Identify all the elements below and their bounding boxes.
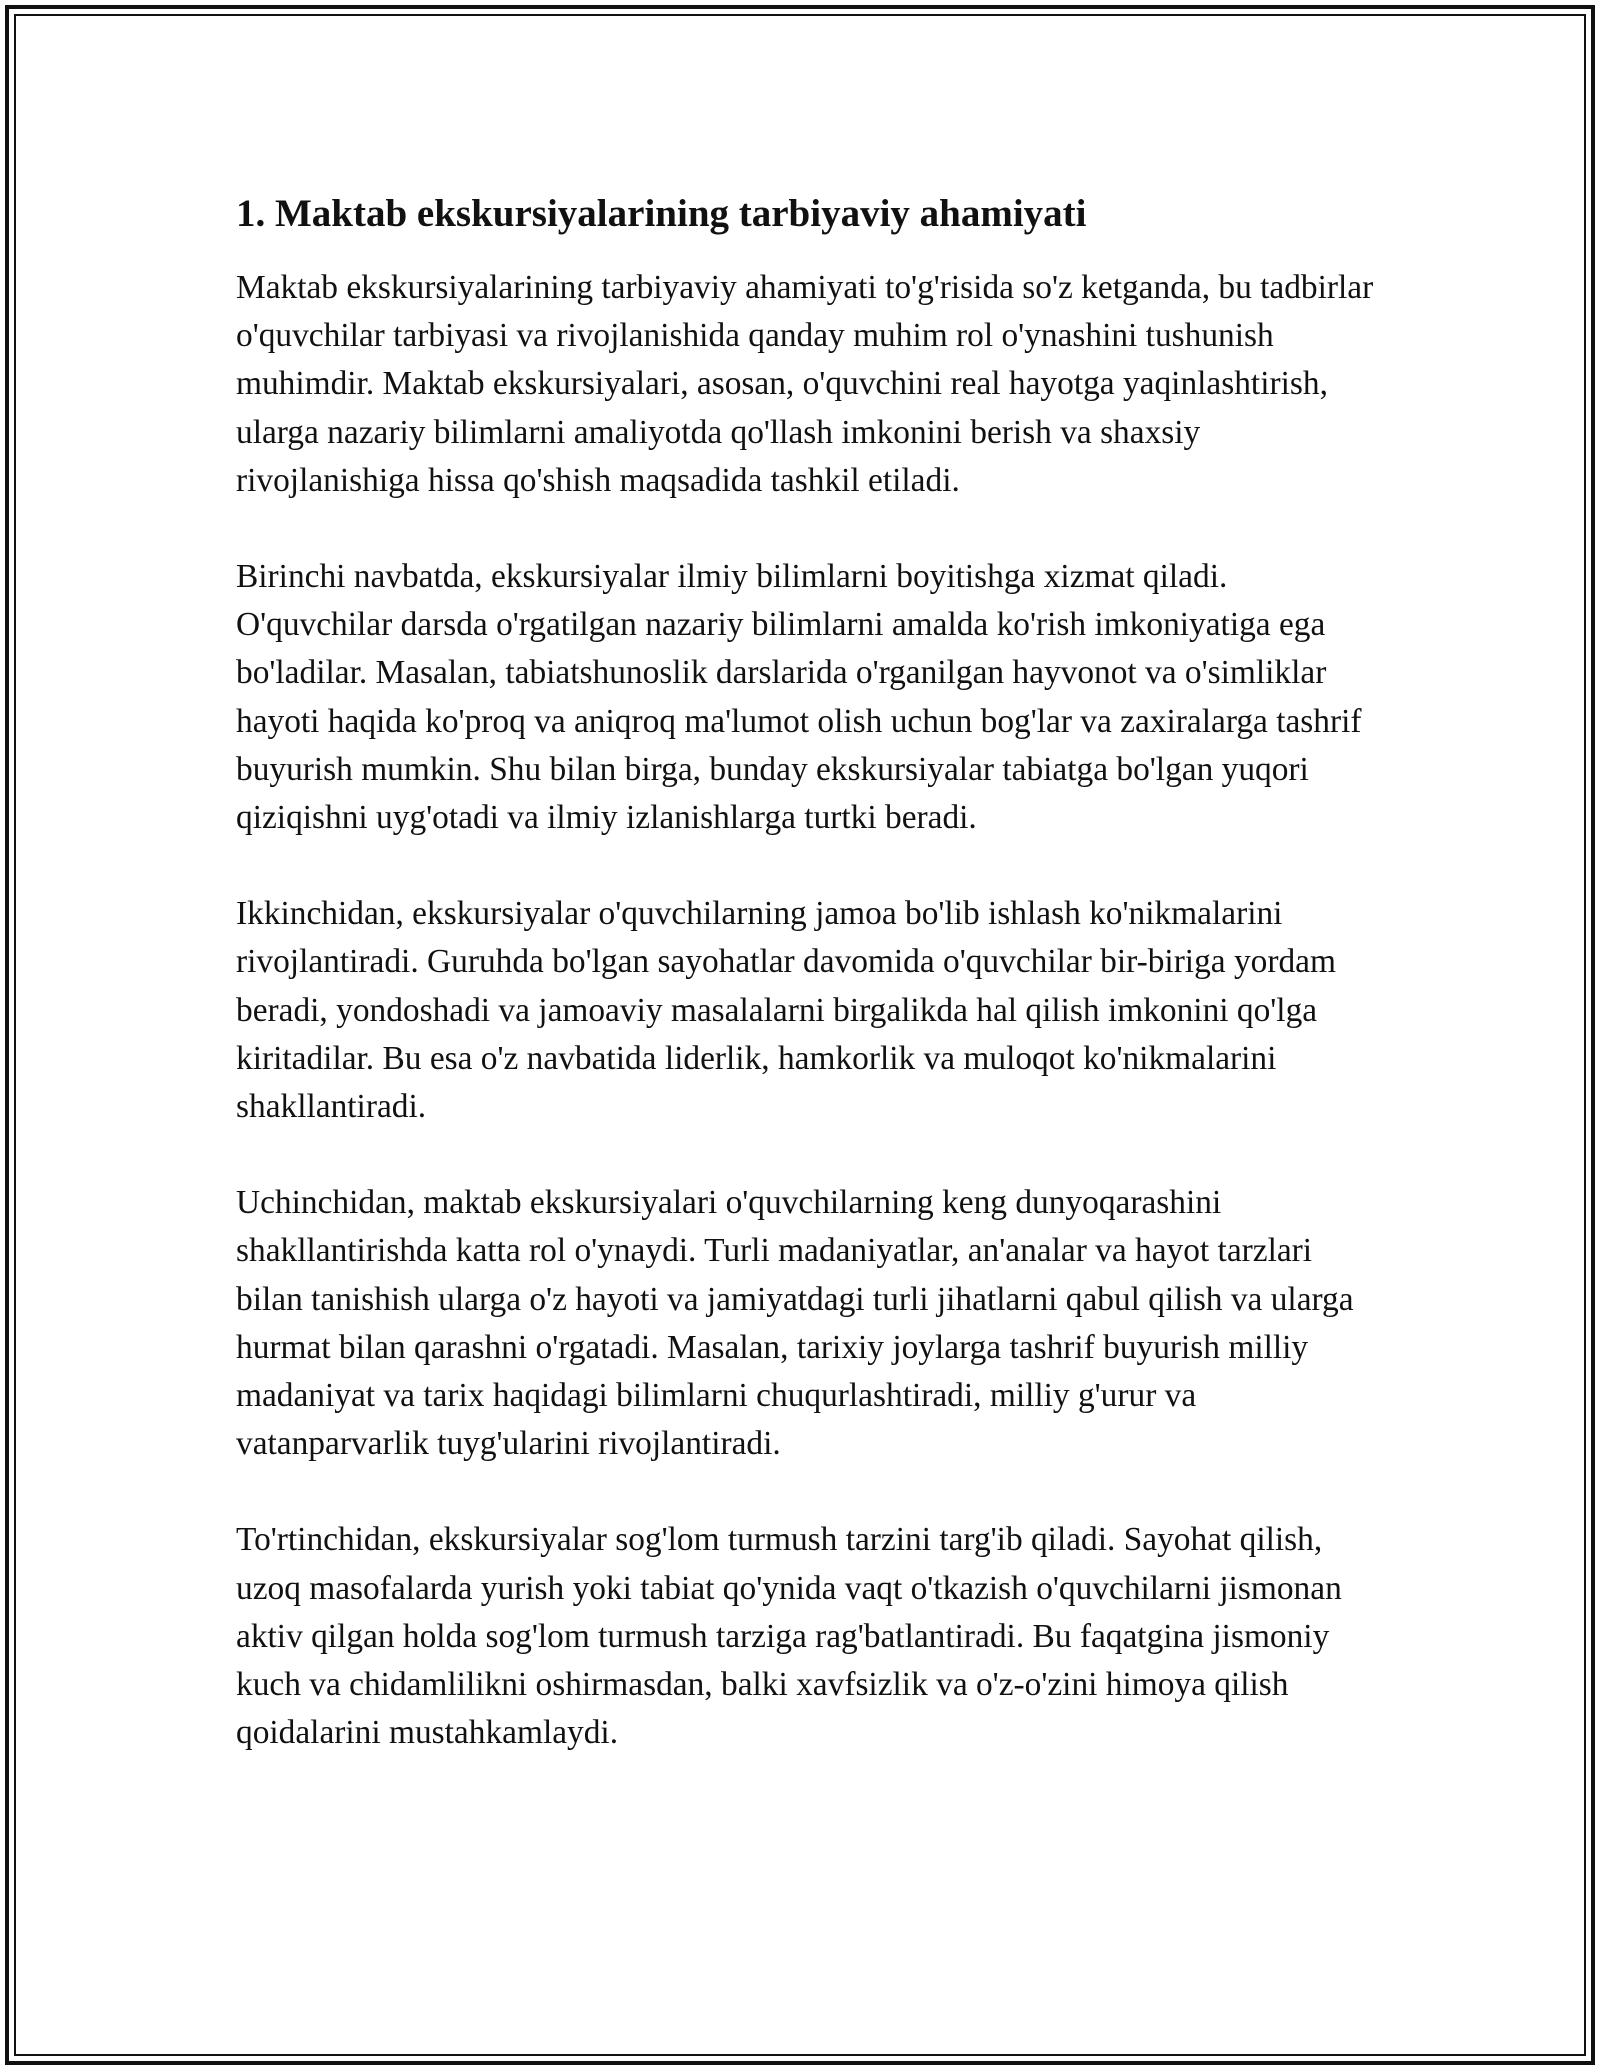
paragraph-first: Birinchi navbatda, ekskursiyalar ilmiy bilimlarni boyitishga xizmat qiladi. O'quvchilar darsda o'rgatilgan nazariy bilimlarni amalda ko'rish imkoniyatiga ega bo'ladilar. Masalan, tabiatshunoslik darslarida o'rganilgan hayvonot va o'simliklar hayoti haqida ko'proq va aniqroq ma'lumot olish uchun bog'lar va zaxiralarga tashrif buyurish mumkin. Shu bilan birga, bunday ekskursiyalar tabiatga bo'lgan yuqori qiziqishni uyg'otadi va ilmiy izlanishlarga turtki beradi. <box>236 558 1362 837</box>
paragraph-second: Ikkinchidan, ekskursiyalar o'quvchilarning jamoa bo'lib ishlash ko'nikmalarini rivojlantiradi. Guruhda bo'lgan sayohatlar davomida o'quvchilar bir-biriga yordam beradi, yondoshadi va jamoaviy masalalarni birgalikda hal qilish imkonini qo'lga kiritadilar. Bu esa o'z navbatida liderlik, hamkorlik va muloqot ko'nikmalarini shakllantiradi. <box>236 895 1336 1126</box>
document-body <box>236 186 1386 1805</box>
paragraph-third: Uchinchidan, maktab ekskursiyalari o'quvchilarning keng dunyoqarashini shakllantirishda katta rol o'ynaydi. Turli madaniyatlar, an'analar va hayot tarzlari bilan tanishish ularga o'z hayoti va jamiyatdagi turli jihatlarni qabul qilish va ularga hurmat bilan qarashni o'rgatadi. Masalan, tarixiy joylarga tashrif buyurish milliy madaniyat va tarix haqidagi bilimlarni chuqurlashtiradi, milliy g'urur va vatanparvarlik tuyg'ularini rivojlantiradi. <box>236 1184 1354 1463</box>
section-heading: 1. Maktab ekskursiyalarining tarbiyaviy ahamiyati <box>236 192 1087 235</box>
paragraph-intro: Maktab ekskursiyalarining tarbiyaviy ahamiyati to'g'risida so'z ketganda, bu tadbirlar o'quvchilar tarbiyasi va rivojlanishida qanday muhim rol o'ynashini tushunish muhimdir. Maktab ekskursiyalari, asosan, o'quvchini real hayotga yaqinlashtirish, ularga nazariy bilimlarni amaliyotda qo'llash imkonini berish va shaxsiy rivojlanishiga hissa qo'shish maqsadida tashkil etiladi. <box>236 269 1374 499</box>
paragraph-fourth: To'rtinchidan, ekskursiyalar sog'lom turmush tarzini targ'ib qiladi. Sayohat qilish, uzoq masofalarda yurish yoki tabiat qo'ynida vaqt o'tkazish o'quvchilarni jismonan aktiv qilgan holda sog'lom turmush tarziga rag'batlantiradi. Bu faqatgina jismoniy kuch va chidamlilikni oshirmasdan, balki xavfsizlik va o'z-o'zini himoya qilish qoidalarini mustahkamlaydi. <box>236 1521 1342 1752</box>
